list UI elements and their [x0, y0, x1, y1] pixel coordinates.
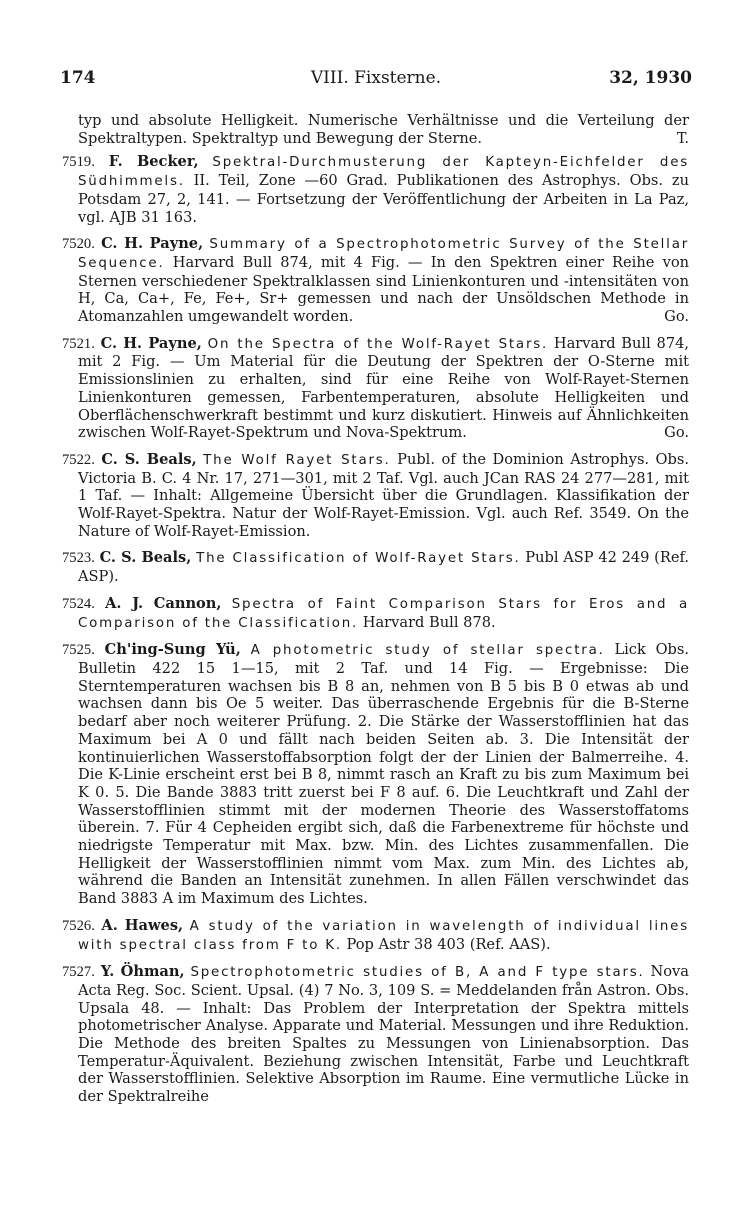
entry-body: II. Teil, Zone —60 Grad. Publikationen des Astrophys. Obs. zu Potsdam 27, 2, 141. — Fortsetzung der Veröffentlichung der Arbeiten in La Paz, vgl. AJB 31 163. — [78, 172, 689, 226]
entry-author: A. Hawes, — [101, 916, 184, 934]
entry-title: Summary of a Spectrophotometric Survey of the Stellar Sequence. — [78, 237, 690, 271]
running-header — [60, 66, 692, 90]
entry-author: F. Becker, — [108, 153, 199, 171]
entry-body: Nova Acta Reg. Soc. Scient. Upsal. (4) 7 No. 3, 109 S. = Meddelanden från Astron. Obs. Upsala 48. — Inhalt: Das Problem der Interpretation der Spektra mittels photometrischer Analyse. Apparate und Material. Messungen und ihre Reduktion. Die Methode des breiten Spaltes zu Messungen von Linienabsorption. Das Temperatur-Äquivalent. Beziehung zwischen Intensität, Farbe und Leuchtkraft der Wasserstofflinien. Selektive Absorption im Raume. Eine vermutliche Lücke in der Spektralreihe — [78, 963, 689, 1106]
entry-body: Lick Obs. Bulletin 422 15 1—15, mit 2 Taf. und 14 Fig. — Ergebnisse: Die Sterntemperaturen wachsen bis B 8 an, nehmen von B 5 bis B 0 etwas ab und wachsen dann bis Oe 5 weiter. Das überraschende Ergebnis für die B-Sterne bedarf aber noch weiterer Prüfung. 2. Die Stärke der Wasserstofflinien hat das Maximum bei A 0 und fällt nach beiden Seiten ab. 3. Die Intensität der kontinuierlichen Wasserstoffabsorption folgt der der Linien der Balmerreihe. 4. Die K-Linie erscheint erst bei B 8, nimmt rasch an Kraft zu bis zum Maximum bei K 0. 5. Die Bande 3883 tritt zuerst bei F 8 auf. 6. Die Leuchtkraft und Zahl der Wasserstofflinien stimmt mit der modernen Theorie des Wasserstoffatoms überein. 7. Für 4 Cepheiden ergibt sich, daß die Farbenextreme für höchste und niedrigste Temperatur mit Max. bzw. Min. des Lichtes zusammenfallen. Die Helligkeit der Wasserstofflinien nimmt vom Max. zum Min. des Lichtes ab, während die Banden an Intensität zunehmen. In allen Fällen verschwindet das Band 3883 A im Maximum des Lichtes. — [78, 641, 690, 908]
entry-author: A. J. Cannon, — [105, 594, 222, 612]
bibliography-entry — [62, 451, 689, 541]
entry-number: 7524. — [62, 595, 95, 612]
entry-title: A photometric study of stellar spectra. — [250, 643, 605, 659]
entry-number: 7520. — [62, 236, 95, 253]
page-body — [62, 112, 689, 1115]
entry-number: 7519. — [62, 154, 95, 171]
entry-number: 7527. — [62, 964, 95, 981]
entry-number: 7522. — [62, 451, 95, 468]
entry-number: 7526. — [62, 917, 95, 934]
entry-title: On the Spectra of the Wolf-Rayet Stars. — [207, 336, 549, 352]
entry-author: C. H. Payne, — [100, 334, 202, 352]
page-number: 174 — [60, 68, 96, 88]
bibliography-entry — [62, 917, 689, 954]
entry-list — [62, 153, 689, 1105]
entry-signature: Go. — [664, 424, 689, 442]
entry-title: The Classification of Wolf-Rayet Stars. — [196, 551, 521, 567]
entry-body: Publ ASP 42 249 (Ref. ASP). — [78, 549, 690, 586]
bibliography-entry — [62, 153, 689, 226]
entry-author: Ch'ing-Sung Yü, — [104, 641, 241, 659]
entry-number: 7521. — [62, 335, 95, 352]
volume-year: 32, 1930 — [609, 68, 692, 88]
entry-author: C. S. Beals, — [99, 549, 192, 567]
intro-signature: T. — [676, 129, 689, 147]
entry-title: Spectrophotometric studies of B, A and F type stars. — [190, 965, 645, 981]
entry-body: Harvard Bull 874, mit 2 Fig. — Um Material für die Deutung der Spektren der O-Sterne mit Emissionslinien zu erhalten, sind für eine Reihe von Wolf-Rayet-Sternen Linienkonturen gemessen, Farbentemperaturen, absolute Helligkeiten und Oberflächenschwerkraft bestimmt und kurz diskutiert. Hinweis auf Ähnlichkeiten zwischen Wolf-Rayet-Spektrum und Nova-Spektrum. — [78, 334, 690, 442]
entry-author: Y. Öhman, — [100, 963, 185, 981]
entry-title: Spektral-Durchmusterung der Kapteyn-Eichfelder des Südhimmels. — [78, 155, 690, 190]
entry-title: Spectra of Faint Comparison Stars for Eros and a Comparison of the Classification. — [78, 596, 690, 631]
bibliography-entry — [62, 963, 689, 1106]
entry-body: Publ. of the Dominion Astrophys. Obs. Victoria B. C. 4 Nr. 17, 271—301, mit 2 Taf. Vgl. auch JCan RAS 24 277—281, mit 1 Taf. — Inhalt: Allgemeine Übersicht über die Grundlagen. Klassifikation der Wolf-Rayet-Spektra. Natur der Wolf-Rayet-Emission. Vgl. auch Ref. 3549. On the Nature of Wolf-Rayet-Emission. — [78, 450, 689, 540]
entry-body: Pop Astr 38 403 (Ref. AAS). — [346, 935, 551, 953]
intro-paragraph — [62, 112, 689, 147]
bibliography-entry — [62, 235, 689, 326]
bibliography-entry — [62, 641, 689, 908]
entry-title: A study of the variation in wavelength of individual lines with spectral class from F to K. — [78, 918, 689, 953]
section-title: VIII. Fixsterne. — [310, 68, 442, 88]
entry-author: C. H. Payne, — [101, 235, 204, 253]
entry-number: 7523. — [62, 550, 95, 567]
bibliography-entry — [62, 335, 689, 442]
intro-text: typ und absolute Helligkeit. Numerische Verhältnisse und die Verteilung der Spektraltypen. Spektraltyp und Bewegung der Sterne. — [78, 112, 689, 147]
entry-title: The Wolf Rayet Stars. — [203, 452, 391, 468]
bibliography-entry — [62, 549, 689, 585]
entry-body: Harvard Bull 878. — [362, 613, 496, 631]
bibliography-entry — [62, 595, 689, 632]
entry-body: Harvard Bull 874, mit 4 Fig. — In den Spektren einer Reihe von Sternen verschiedener Spektralklassen sind Linienkonturen und -intensitäten von H, Ca, Ca+, Fe, Fe+, Sr+ gemessen und nach der Unsöldschen Methode in Atomanzahlen umgewandelt worden. — [78, 253, 690, 326]
entry-signature: Go. — [664, 308, 689, 326]
entry-number: 7525. — [62, 642, 95, 659]
entry-author: C. S. Beals, — [101, 450, 197, 468]
